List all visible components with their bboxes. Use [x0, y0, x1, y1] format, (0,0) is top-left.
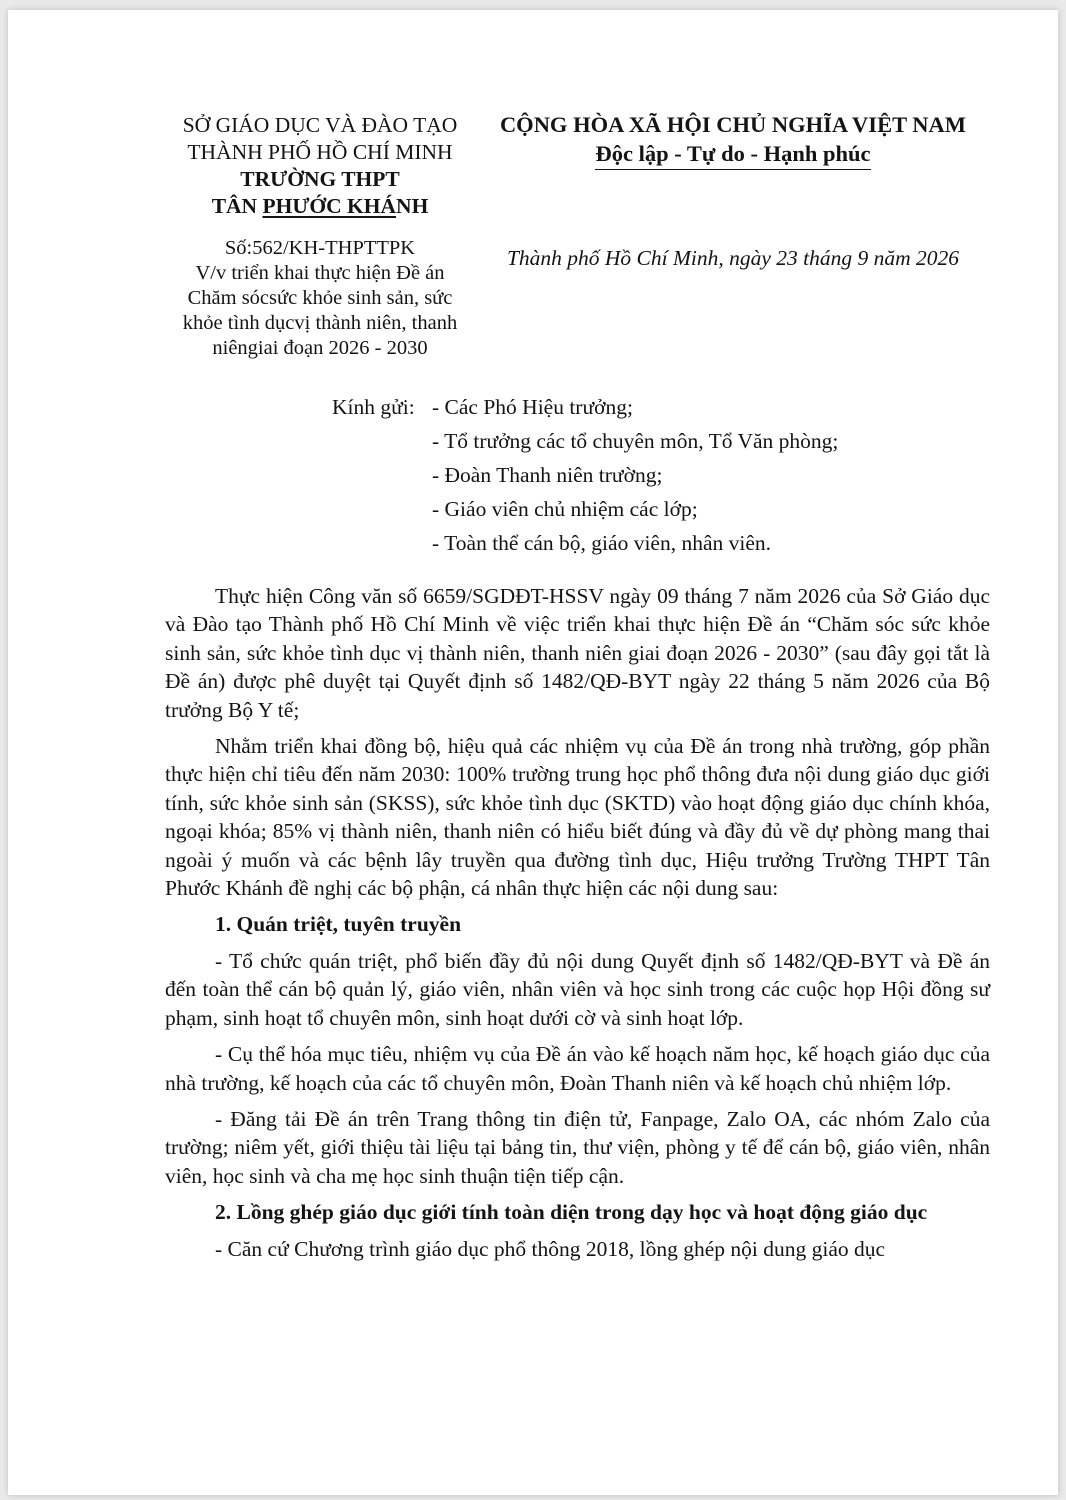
body-paragraph: Thực hiện Công văn số 6659/SGDĐT-HSSV ngày 09 tháng 7 năm 2026 của Sở Giáo dục và Đào tạo Thành phố Hồ Chí Minh về việc triển khai thực hiện Đề án “Chăm sóc sức khỏe sinh sản, sức khỏe tình dục vị thành niên, thanh niên giai đoạn 2026 - 2030” (sau đây gọi tắt là Đề án) được phê duyệt tại Quyết định số 1482/QĐ-BYT ngày 22 tháng 5 năm 2026 của Bộ trưởng Bộ Y tế;	[165, 584, 990, 722]
recipient-item: - Các Phó Hiệu trưởng;	[432, 395, 633, 419]
department-name-line1: SỞ GIÁO DỤC VÀ ĐÀO TẠO	[182, 113, 458, 137]
document-body	[165, 582, 990, 1263]
department-name-line2: THÀNH PHỐ HỒ CHÍ MINH	[187, 140, 453, 164]
recipients-block	[8, 10, 1058, 570]
recipient-item: - Tổ trưởng các tổ chuyên môn, Tổ Văn phòng;	[432, 429, 839, 453]
school-name-line2: TÂN PHƯỚC KHÁNH	[211, 194, 429, 218]
recipient-item: - Toàn thể cán bộ, giáo viên, nhân viên.	[432, 531, 772, 555]
recipient-item: - Giáo viên chủ nhiệm các lớp;	[432, 497, 698, 521]
document-subject-line3: khỏe tình dụcvị thành niên, thanh	[182, 312, 458, 334]
country-name: CỘNG HÒA XÃ HỘI CHỦ NGHĨA VIỆT NAM	[499, 112, 967, 137]
document-subject-line2: Chăm sócsức khỏe sinh sản, sức	[187, 287, 453, 309]
school-name-line1: TRƯỜNG THPT	[240, 167, 400, 191]
body-paragraph: - Tổ chức quán triệt, phổ biến đầy đủ nội dung Quyết định số 1482/QĐ-BYT và Đề án đến toàn thể cán bộ quản lý, giáo viên, nhân viên và học sinh trong các cuộc họp Hội đồng sư phạm, sinh hoạt tổ chuyên môn, sinh hoạt dưới cờ và sinh hoạt lớp.	[165, 948, 990, 1030]
section-heading: 1. Quán triệt, tuyên truyền	[215, 912, 462, 937]
recipient-item: - Đoàn Thanh niên trường;	[432, 463, 663, 487]
national-motto: Độc lập - Tự do - Hạnh phúc	[595, 139, 870, 170]
issue-date: Thành phố Hồ Chí Minh, ngày 23 tháng 9 năm 2026	[506, 246, 960, 270]
recipients-label: Kính gửi:	[332, 395, 415, 419]
body-paragraph: - Cụ thể hóa mục tiêu, nhiệm vụ của Đề án vào kế hoạch năm học, kế hoạch giáo dục của nhà trường, kế hoạch của các tổ chuyên môn, Đoàn Thanh niên và kế hoạch chủ nhiệm lớp.	[165, 1042, 990, 1095]
body-paragraph: - Căn cứ Chương trình giáo dục phổ thông 2018, lồng ghép nội dung giáo dục	[215, 1236, 886, 1261]
document-number: Số:562/KH-THPTTPK	[224, 237, 416, 259]
body-paragraph: - Đăng tải Đề án trên Trang thông tin điện tử, Fanpage, Zalo OA, các nhóm Zalo của trường; niêm yết, giới thiệu tài liệu tại bảng tin, thư viện, phòng y tế để cán bộ, giáo viên, nhân viên, học sinh và cha mẹ học sinh thuận tiện tiếp cận.	[165, 1106, 990, 1188]
section-heading: 2. Lồng ghép giáo dục giới tính toàn diện trong dạy học và hoạt động giáo dục	[215, 1200, 928, 1225]
document-page	[8, 10, 1058, 1495]
document-subject-line1: V/v triển khai thực hiện Đề án	[195, 262, 445, 284]
document-subject-line4: niêngiai đoạn 2026 - 2030	[212, 337, 428, 359]
body-paragraph: Nhằm triển khai đồng bộ, hiệu quả các nhiệm vụ của Đề án trong nhà trường, góp phần thực hiện chỉ tiêu đến năm 2030: 100% trường trung học phổ thông đưa nội dung giáo dục giới tính, sức khỏe sinh sản (SKSS), sức khỏe tình dục (SKTD) vào hoạt động giáo dục chính khóa, ngoại khóa; 85% vị thành niên, thanh niên có hiểu biết đúng và đầy đủ về dự phòng mang thai ngoài ý muốn và các bệnh lây truyền qua đường tình dục, Hiệu trưởng Trường THPT Tân Phước Khánh đề nghị các bộ phận, cá nhân thực hiện các nội dung sau:	[165, 734, 990, 901]
